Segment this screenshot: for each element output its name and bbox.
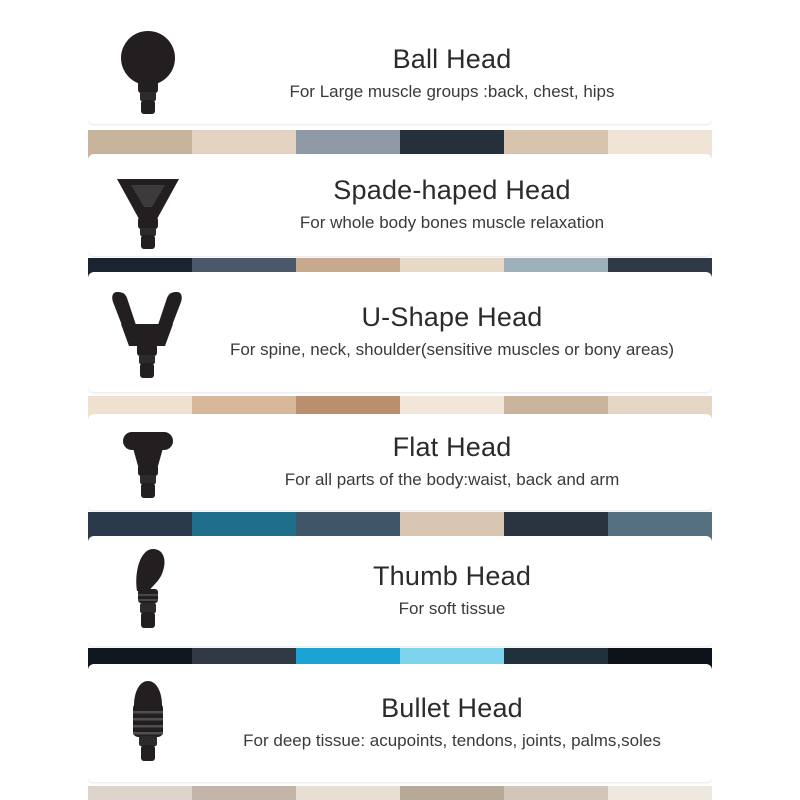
attachment-row-ushape	[88, 272, 712, 392]
attachment-description: For all parts of the body:waist, back and arm	[284, 469, 620, 489]
thumb-head-icon	[88, 536, 208, 646]
ball-head-icon	[88, 24, 208, 124]
attachment-title: Thumb Head	[372, 561, 532, 592]
attachment-description: For Large muscle groups :back, chest, hips	[289, 81, 615, 101]
u-shape-head-icon	[88, 272, 208, 392]
attachment-title: Spade-haped Head	[333, 175, 571, 206]
photo-segment	[192, 786, 296, 800]
photo-segment	[296, 786, 400, 800]
attachment-text-bullet	[208, 694, 712, 751]
left-margin	[0, 0, 88, 800]
attachment-description: For deep tissue: acupoints, tendons, joints, palms,soles	[243, 730, 661, 750]
attachment-text-ball	[208, 45, 712, 102]
attachment-row-ball	[88, 24, 712, 124]
bullet-head-icon	[88, 664, 208, 782]
photo-segment	[608, 786, 712, 800]
top-photo-strip	[88, 0, 712, 26]
attachment-title: Ball Head	[392, 44, 512, 75]
photo-segment	[400, 786, 504, 800]
attachment-description: For soft tissue	[398, 598, 506, 618]
flat-head-icon	[88, 414, 208, 510]
attachment-title: U-Shape Head	[361, 302, 543, 333]
attachment-text-spade	[208, 176, 712, 233]
attachment-text-flat	[208, 433, 712, 490]
attachment-text-thumb	[208, 562, 712, 619]
attachment-row-thumb	[88, 536, 712, 646]
photo-segment	[504, 786, 608, 800]
attachment-description: For whole body bones muscle relaxation	[299, 212, 605, 232]
attachment-row-spade	[88, 154, 712, 256]
spade-head-icon	[88, 154, 208, 256]
right-margin	[712, 0, 800, 800]
photo-band	[88, 786, 712, 800]
attachment-row-flat	[88, 414, 712, 510]
attachment-description: For spine, neck, shoulder(sensitive muscles or bony areas)	[229, 339, 675, 359]
photo-segment	[88, 786, 192, 800]
attachment-title: Flat Head	[392, 432, 512, 463]
attachment-row-bullet	[88, 664, 712, 782]
attachment-title: Bullet Head	[381, 693, 523, 724]
attachment-text-ushape	[208, 303, 712, 360]
